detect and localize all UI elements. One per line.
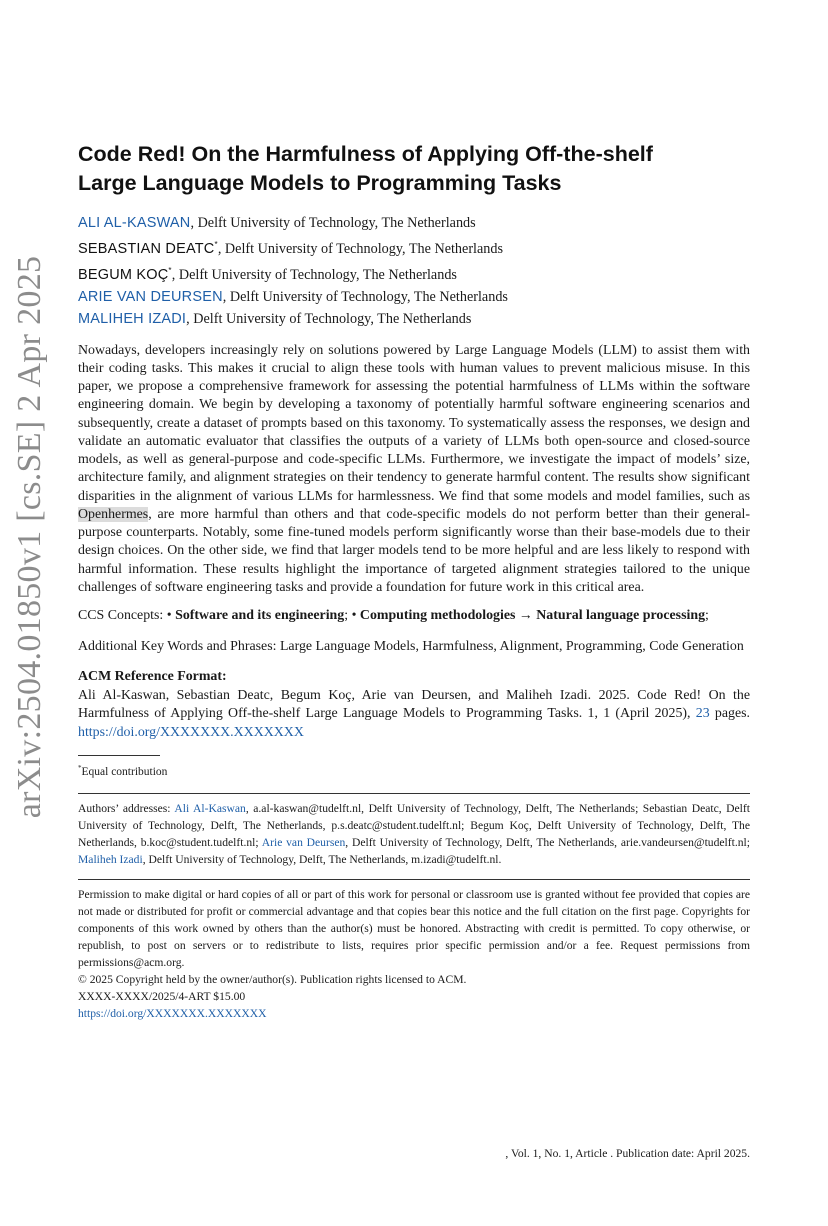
- footnote-rule: [78, 755, 160, 756]
- doi-link[interactable]: https://doi.org/XXXXXXX.XXXXXXX: [78, 724, 304, 740]
- title-line-2: Large Language Models to Programming Tasks: [78, 171, 562, 195]
- author-line: [78, 212, 750, 234]
- publication-info: , Vol. 1, No. 1, Article . Publication date: April 2025.: [505, 1147, 750, 1160]
- divider: [78, 879, 750, 880]
- author-address-link[interactable]: Ali Al-Kaswan: [174, 801, 246, 815]
- permission-text: Permission to make digital or hard copies of all or part of this work for personal or classroom use is granted without fee provided that copies are not made or distributed for profit or commercial advantage and that copies bear this notice and the full citation on the first page. Copyrights for components of this work owned by others than the author(s) must be honored. Abstracting with credit is permitted. To copy otherwise, or republish, to post on servers or to redistribute to lists, requires prior specific permission and/or a fee. Request permissions from permissions@acm.org.: [78, 887, 750, 969]
- author-affiliation: , Delft University of Technology, The Netherlands: [222, 288, 508, 305]
- page-count-link[interactable]: 23: [695, 706, 710, 722]
- author-affiliation: , Delft University of Technology, The Netherlands: [186, 310, 472, 327]
- author-line: [78, 286, 750, 308]
- permission-notice: [78, 886, 750, 1022]
- copyright-line: © 2025 Copyright held by the owner/author(s). Publication rights licensed to ACM.: [78, 972, 467, 986]
- reference-format-heading: ACM Reference Format:: [78, 669, 227, 685]
- highlighted-term: Openhermes: [78, 506, 149, 522]
- ccs-concepts: CCS Concepts: • Software and its engineering; • Computing methodologies → Natural language processing;: [78, 608, 709, 624]
- ccs-concept: Computing methodologies → Natural language processing: [359, 608, 706, 624]
- ccs-concept: Software and its engineering: [175, 608, 345, 624]
- title-line-1: Code Red! On the Harmfulness of Applying Off-the-shelf: [78, 142, 653, 166]
- equal-contribution-mark: *: [214, 240, 218, 249]
- author-name: BEGUM KOÇ*: [78, 265, 172, 283]
- author-line: [78, 234, 750, 260]
- author-line: [78, 308, 750, 330]
- author-addresses: Authors’ addresses: Ali Al-Kaswan, a.al-kaswan@tudelft.nl, Delft University of Technology, Delft, The Netherlands; Sebastian Deatc, Delft University of Technology, Delft, The Netherlands, p.s.deatc@student.tudelft.nl; Begum Koç, Delft University of Technology, Delft, The Netherlands, b.koc@student.tudelft.nl; Arie van Deursen, Delft University of Technology, Delft, The Netherlands, arie.vandeursen@tudelft.nl; Maliheh Izadi, Delft University of Technology, Delft, The Netherlands, m.izadi@tudelft.nl.: [78, 801, 750, 866]
- author-name-link[interactable]: MALIHEH IZADI: [78, 310, 187, 327]
- arxiv-identifier: arXiv:2504.01850v1 [cs.SE] 2 Apr 2025: [11, 255, 48, 819]
- author-list: [78, 212, 750, 330]
- footnote: *Equal contribution: [78, 764, 168, 778]
- issn-line: XXXX-XXXX/2025/4-ART $15.00: [78, 989, 246, 1003]
- equal-contribution-mark: *: [168, 265, 172, 275]
- doi-link[interactable]: https://doi.org/XXXXXXX.XXXXXXX: [78, 1006, 267, 1020]
- author-line: [78, 260, 750, 286]
- reference-format: Ali Al-Kaswan, Sebastian Deatc, Begum Koç, Arie van Deursen, and Maliheh Izadi. 2025. Code Red! On the Harmfulness of Applying Off-the-shelf Large Language Models to Programming Tasks. 1, 1 (April 2025), 23 pages. https://doi.org/XXXXXXX.XXXXXXX: [78, 687, 750, 740]
- divider: [78, 793, 750, 794]
- author-affiliation: , Delft University of Technology, The Netherlands: [171, 266, 457, 283]
- author-name-link[interactable]: ARIE VAN DEURSEN: [78, 288, 223, 305]
- author-name: SEBASTIAN DEATC*: [78, 240, 218, 257]
- paper-title: [78, 140, 750, 198]
- arxiv-stamp: [0, 250, 60, 825]
- paper-first-page: [78, 140, 750, 1022]
- author-address-link[interactable]: Arie van Deursen: [261, 835, 346, 849]
- author-name-link[interactable]: ALI AL-KASWAN: [78, 215, 191, 231]
- author-affiliation: , Delft University of Technology, The Netherlands: [217, 240, 503, 257]
- author-affiliation: , Delft University of Technology, The Netherlands: [190, 215, 476, 231]
- keywords: Additional Key Words and Phrases: Large Language Models, Harmfulness, Alignment, Programming, Code Generation: [78, 638, 744, 654]
- abstract: Nowadays, developers increasingly rely on solutions powered by Large Language Models (LLM) to assist them with their coding tasks. This makes it crucial to align these tools with human values to prevent malicious misuse. In this paper, we propose a comprehensive framework for assessing the potential harmfulness of LLMs within the software engineering domain. We begin by developing a taxonomy of potentially harmful software engineering scenarios and subsequently, create a dataset of prompts based on this taxonomy. To systematically assess the responses, we design and validate an automatic evaluator that classifies the outputs of a variety of LLMs both open-source and closed-source models, as well as general-purpose and code-specific LLMs. Furthermore, we investigate the impact of models’ size, architecture family, and alignment strategies on their tendency to generate harmful content. The results show significant disparities in the alignment of various LLMs for harmlessness. We find that some models and model families, such as Openhermes, are more harmful than others and that code-specific models do not perform better than their general-purpose counterparts. Notably, some fine-tuned models perform significantly worse than their base-models due to their design choices. On the other side, we find that larger models tend to be more helpful and are less likely to respond with harmful information. These results highlight the importance of targeted alignment strategies tailored to the unique challenges of software engineering tasks and provide a foundation for future work in this critical area.: [78, 342, 750, 595]
- author-address-link[interactable]: Maliheh Izadi: [78, 852, 143, 866]
